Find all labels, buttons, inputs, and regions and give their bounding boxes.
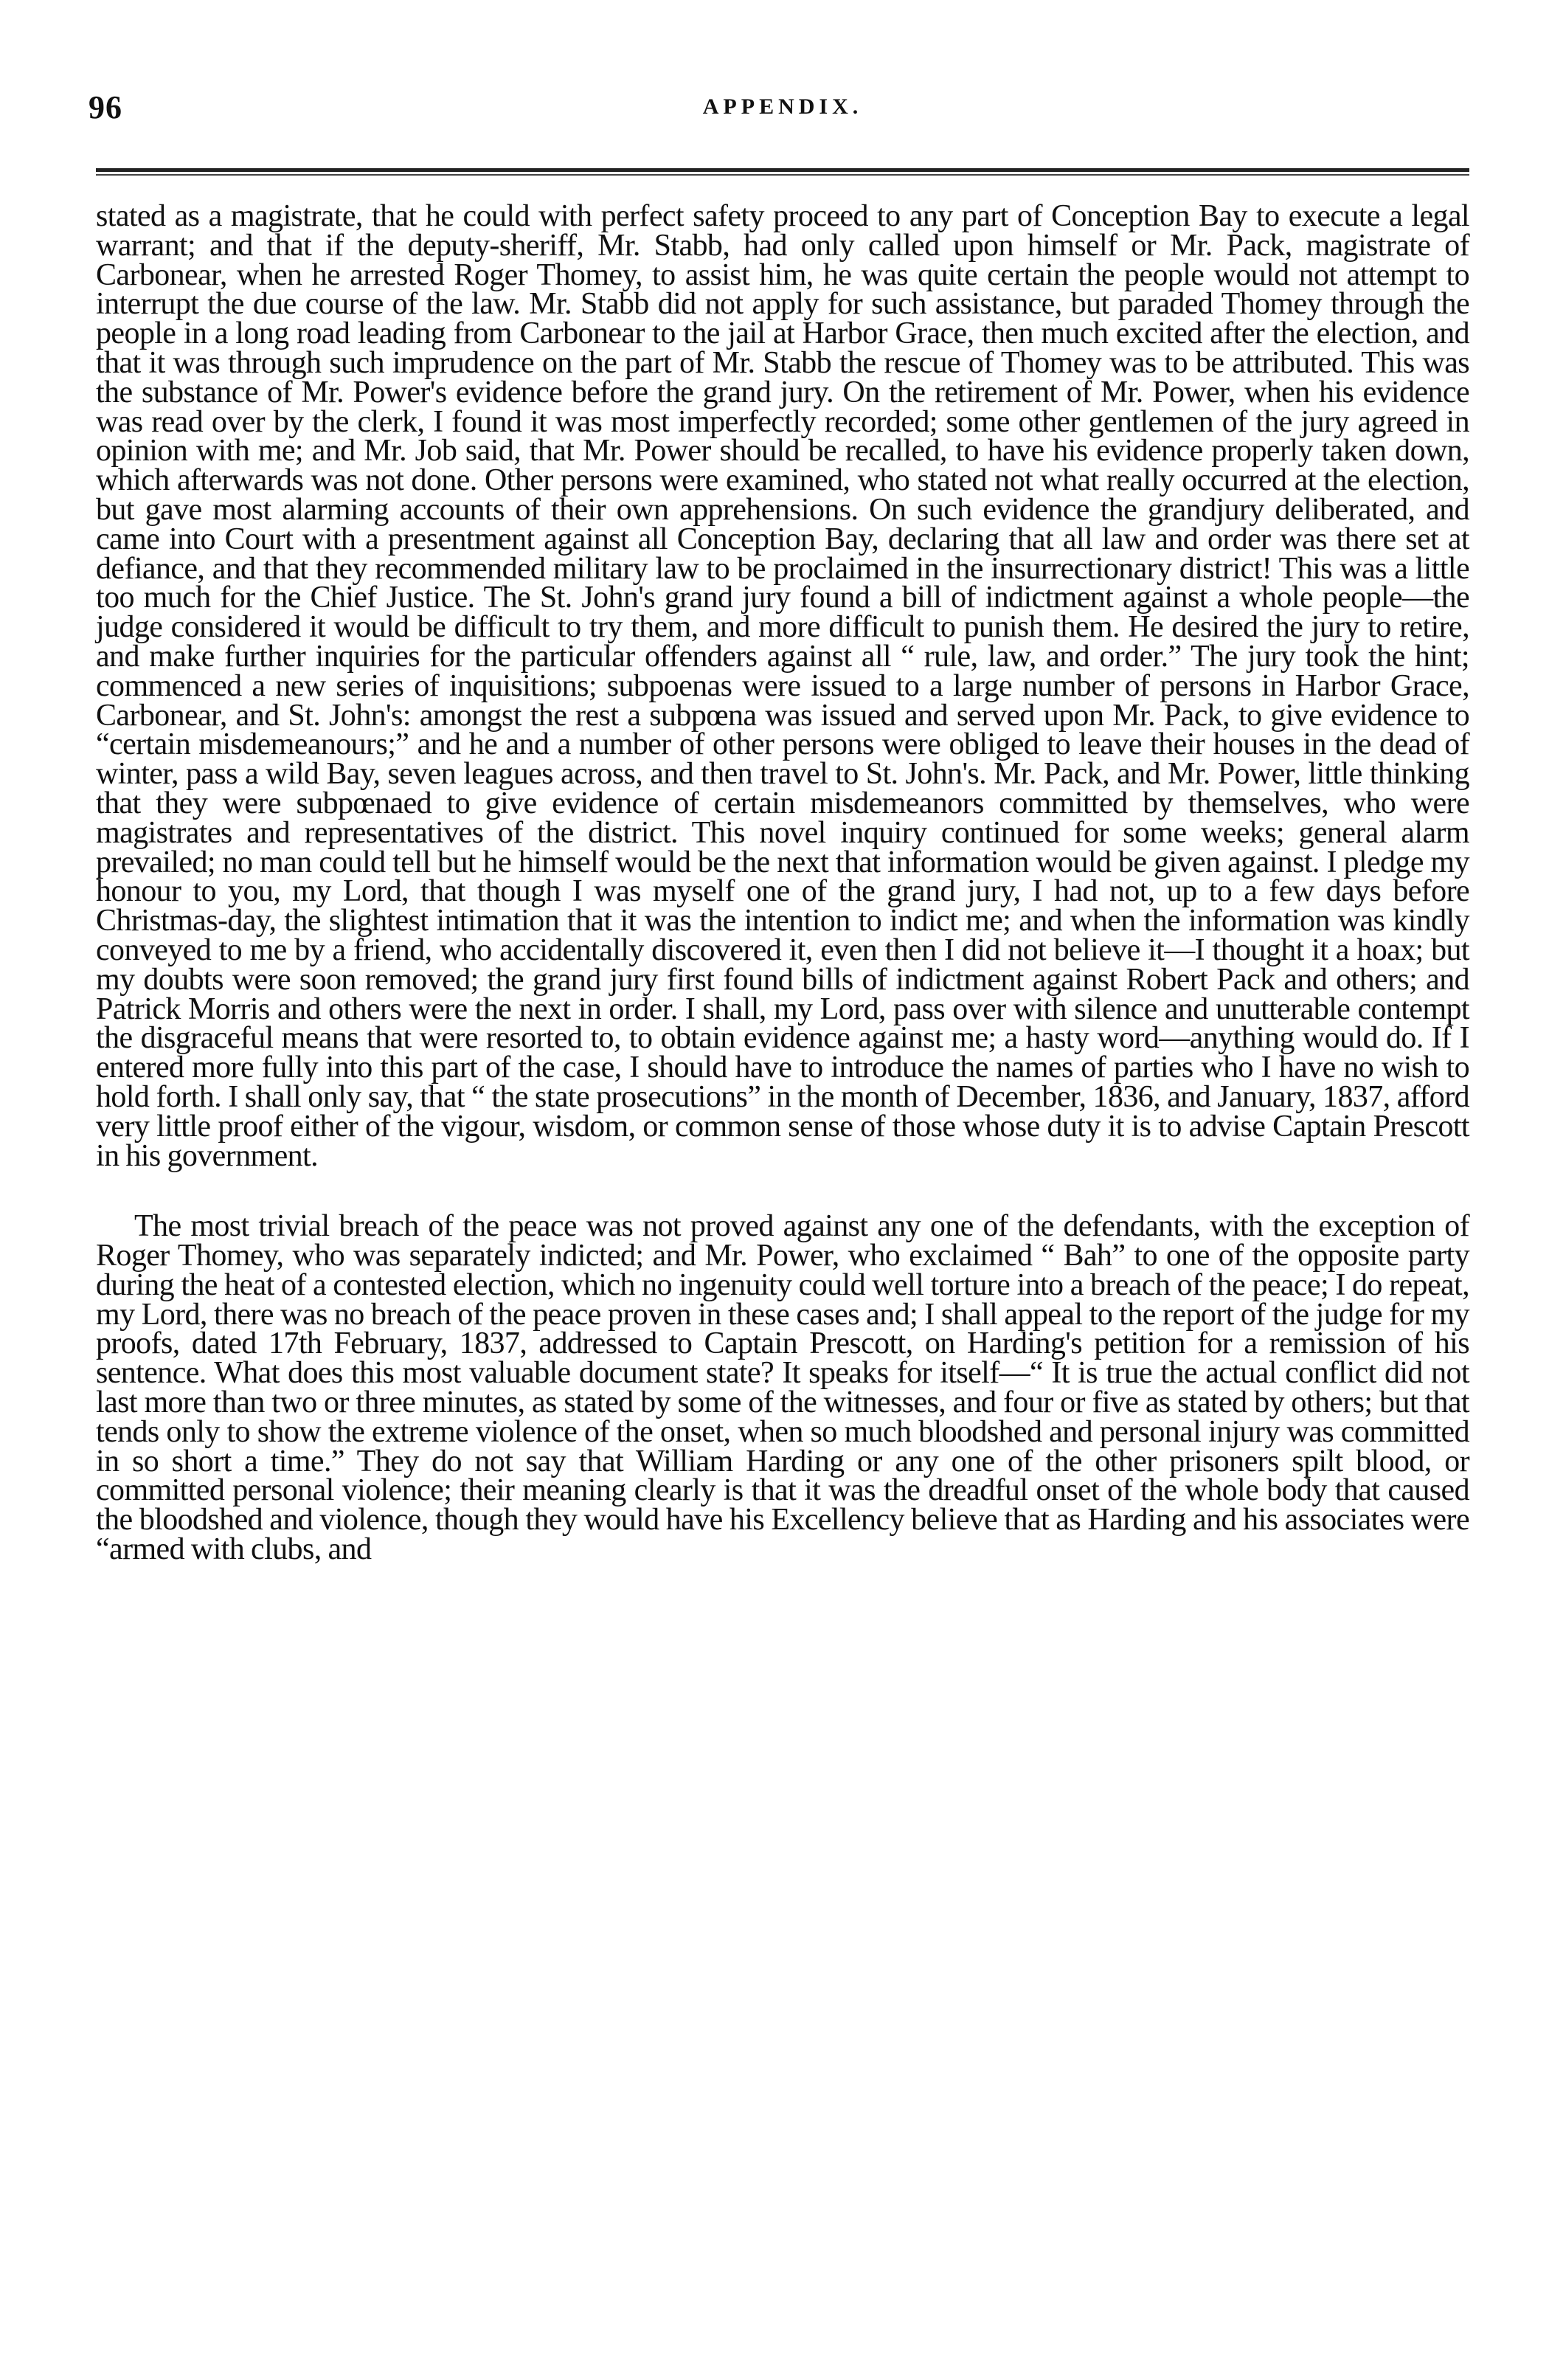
running-head: APPENDIX. (702, 94, 863, 119)
page-header (89, 74, 1469, 125)
page-number: 96 (89, 89, 122, 125)
paragraph-trivial-breach: The most trivial breach of the peace was not proved against any one of the defendants, with the exception of Roger Thomey, who was separately indicted; and Mr. Power, who exclaimed “ Bah” to one of the opposite party during the heat of a contested election, which no ingenuity could well torture into a breach of the peace; I do repeat, my Lord, there was no breach of the peace proven in these cases and; I shall appeal to the report of the judge for my proofs, dated 17th February, 1837, addressed to Captain Prescott, on Harding's petition for a remission of his sentence. What does this most valuable document state? It speaks for itself—“ It is true the actual conflict did not last more than two or three minutes, as stated by some of the witnesses, and four or five as stated by others; but that tends only to show the extreme violence of the onset, when so much bloodshed and personal injury was committed in so short a time.” They do not say that William Harding or any one of the other prisoners spilt blood, or committed personal violence; their meaning clearly is that it was the dreadful onset of the whole body that caused the bloodshed and violence, though they would have his Excellency believe that as Harding and his associates were “armed with clubs, and (96, 1209, 1469, 1567)
header-rule (96, 168, 1469, 176)
book-page (89, 74, 1469, 2346)
paragraph-continued: stated as a magistrate, that he could with perfect safety proceed to any part of Conception Bay to execute a legal warrant; and that if the deputy-sheriff, Mr. Stabb, had only called upon himself or Mr. Pack, magistrate of Carbonear, when he arrested Roger Thomey, to assist him, he was quite certain the people would not attempt to interrupt the due course of the law. Mr. Stabb did not apply for such assistance, but paraded Thomey through the people in a long road leading from Carbonear to the jail at Harbor Grace, then much excited after the election, and that it was through such imprudence on the part of Mr. Stabb the rescue of Thomey was to be attributed. This was the substance of Mr. Power's evidence before the grand jury. On the retirement of Mr. Power, when his evidence was read over by the clerk, I found it was most imperfectly recorded; some other gentlemen of the jury agreed in opinion with me; and Mr. Job said, that Mr. Power should be recalled, to have his evidence properly taken down, which afterwards was not done. Other persons were examined, who stated not what really occurred at the election, but gave most alarming accounts of their own apprehensions. On such evidence the grandjury deliberated, and came into Court with a presentment against all Conception Bay, declaring that all law and order was there set at defiance, and that they recommended military law to be proclaimed in the insurrectionary district! This was a little too much for the Chief Justice. The St. John's grand jury found a bill of indictment against a whole people—the judge considered it would be difficult to try them, and more difficult to punish them. He desired the jury to retire, and make further inquiries for the particular offenders against all “ rule, law, and order.” The jury took the hint; commenced a new series of inquisitions; subpoenas were issued to a large number of persons in Harbor Grace, Carbonear, and St. John's: amongst the rest a subpœna was issued and served upon Mr. Pack, to give evidence to “certain misdemeanours;” and he and a number of other persons were obliged to leave their houses in the dead of winter, pass a wild Bay, seven leagues across, and then travel to St. John's. Mr. Pack, and Mr. Power, little thinking that they were subpœnaed to give evidence of certain misdemeanors committed by themselves, who were magistrates and representatives of the district. This novel inquiry continued for some weeks; general alarm prevailed; no man could tell but he himself would be the next that information would be given against. I pledge my honour to you, my Lord, that though I was myself one of the grand jury, I had not, up to a few days before Christmas-day, the slightest intimation that it was the intention to indict me; and when the information was kindly conveyed to me by a friend, who accidentally discovered it, even then I did not believe it—I thought it a hoax; but my doubts were soon removed; the grand jury first found bills of indictment against Robert Pack and others; and Patrick Morris and others were the next in order. I shall, my Lord, pass over with silence and unutterable contempt the disgraceful means that were resorted to, to obtain evidence against me; a hasty word—anything would do. If I entered more fully into this part of the case, I should have to introduce the names of parties who I have no wish to hold forth. I shall only say, that “ the state prosecutions” in the month of December, 1836, and January, 1837, afford very little proof either of the vigour, wisdom, or common sense of those whose duty it is to advise Captain Prescott in his government. (96, 199, 1469, 1173)
body-text (96, 199, 1469, 1567)
